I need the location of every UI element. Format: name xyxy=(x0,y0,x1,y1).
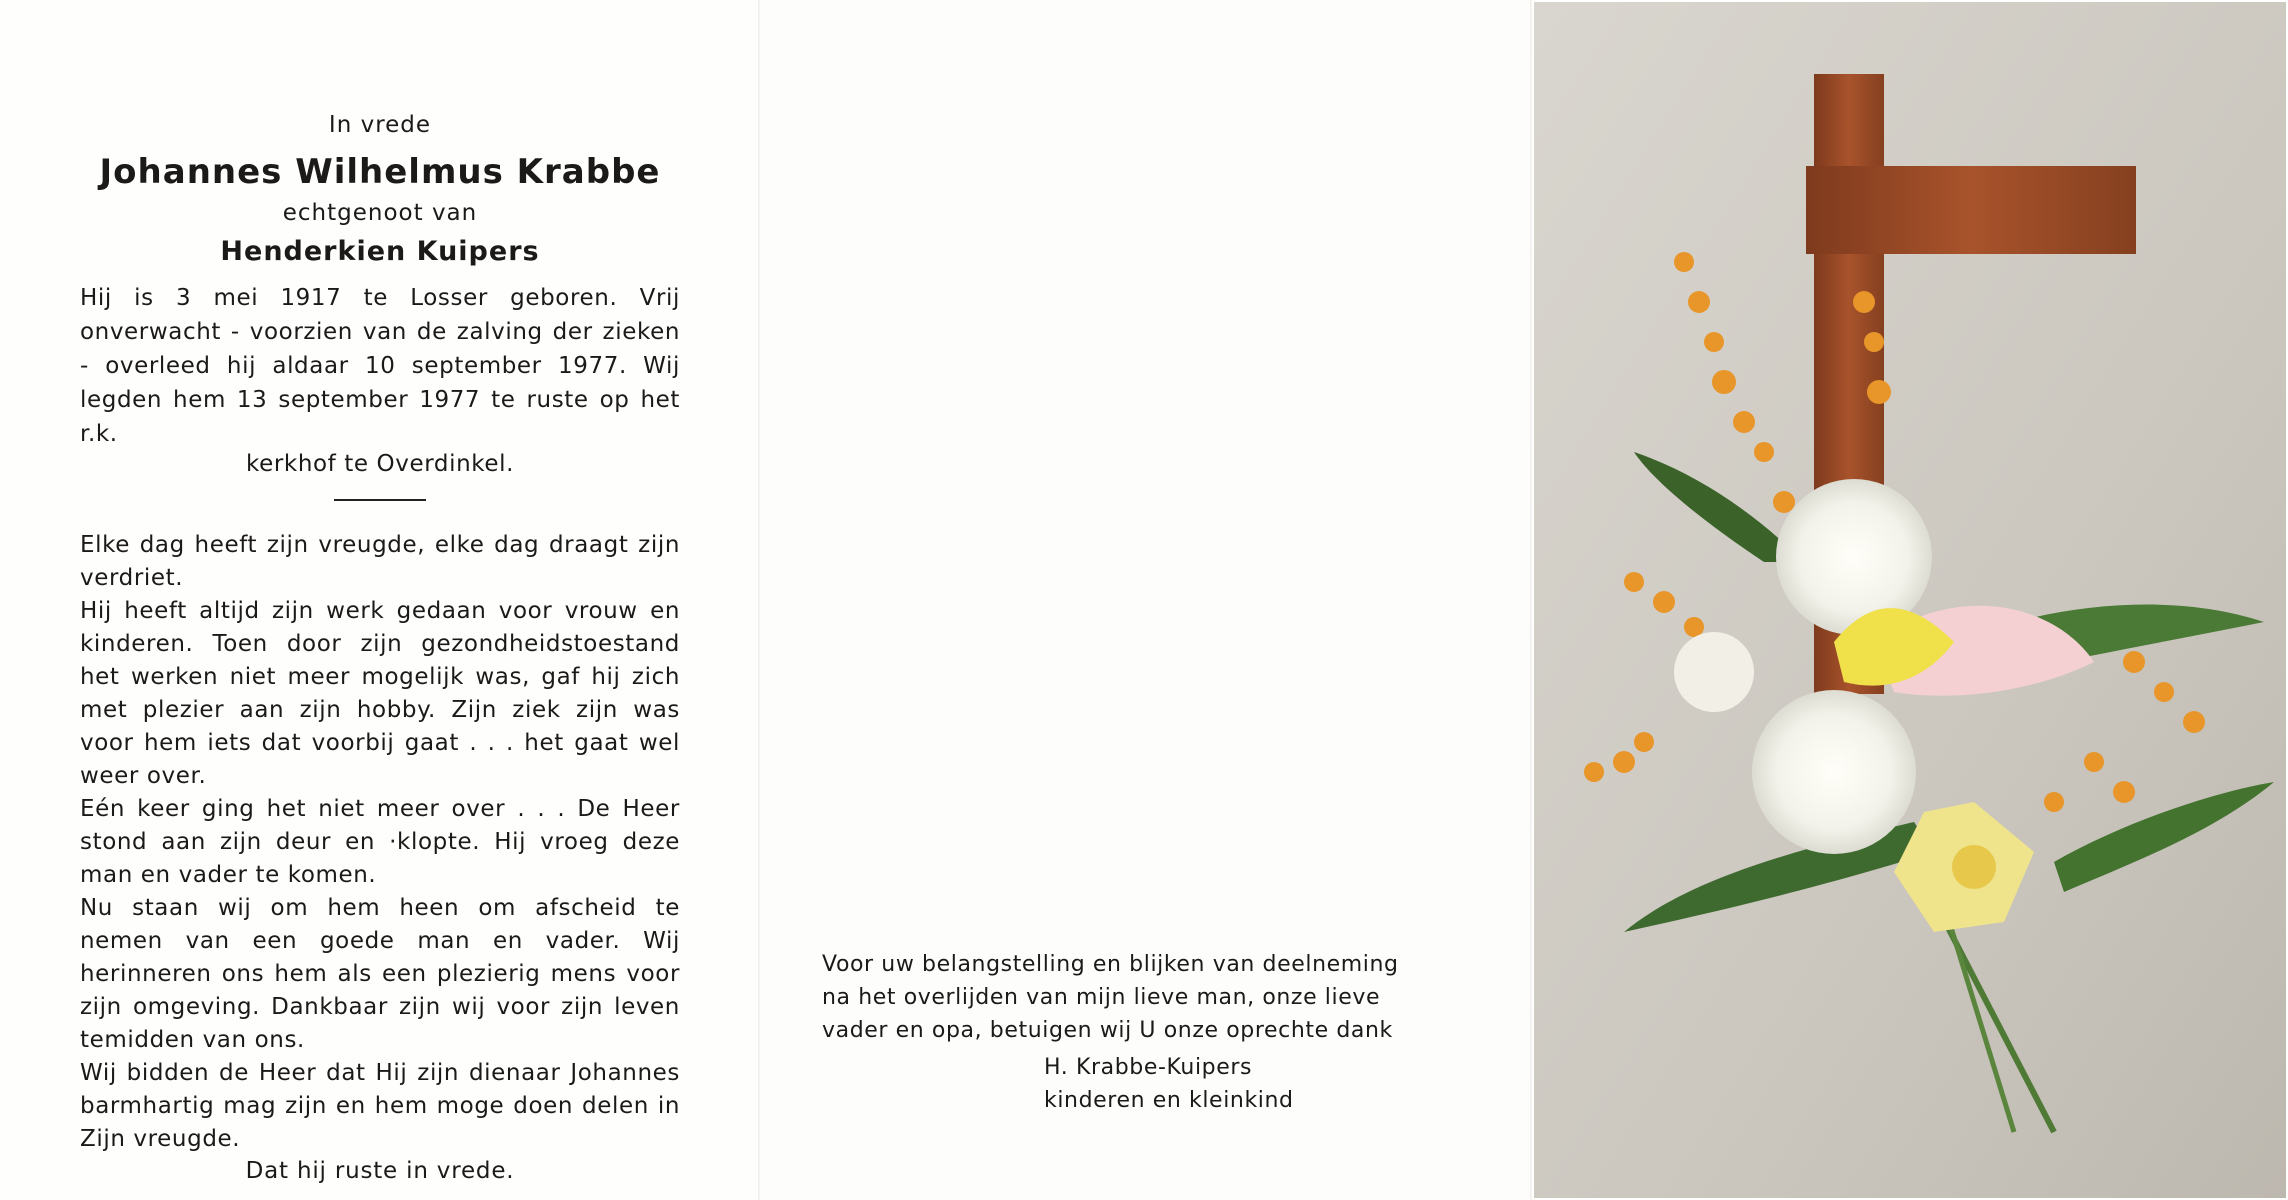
white-flower xyxy=(1674,632,1754,712)
narcissus-center xyxy=(1952,845,1996,889)
spouse-label: echtgenoot van xyxy=(282,200,478,226)
thanks-text xyxy=(822,948,1422,1117)
spouse-name: Henderkien Kuipers xyxy=(220,236,540,267)
memorial-paragraph: Eén keer ging het niet meer over . . . De Heer stond aan zijn deur en ·klopte. Hij vroeg deze man en vader te komen. xyxy=(80,796,680,888)
cross-with-flowers-image xyxy=(1534,2,2286,1198)
bio-paragraph: Hij is 3 mei 1917 te Losser geboren. Vrij onverwacht - voorzien van de zalving der zieken - overleed hij aldaar 10 september 1977. Wij legden hem 13 september 1977 te ruste op het r.k. xyxy=(80,285,680,447)
thanks-line: vader en opa, betuigen wij U onze oprechte dank xyxy=(822,1018,1393,1043)
divider xyxy=(334,499,426,501)
obituary-text xyxy=(80,112,680,1184)
memorial-paragraph: Elke dag heeft zijn vreugde, elke dag draagt zijn verdriet. xyxy=(80,532,680,591)
memorial-paragraph: Nu staan wij om hem heen om afscheid te nemen van een goede man en vader. Wij herinneren ons hem als een plezierig mens voor zijn omgeving. Dankbaar zijn wij voor zijn leven temidden van ons. xyxy=(80,895,680,1053)
memorial-paragraph: Hij heeft altijd zijn werk gedaan voor vrouw en kinderen. Toen door zijn gezondheidstoestand het werken niet meer mogelijk was, gaf hij zich met plezier aan zijn hobby. Zijn ziek zijn was voor hem iets dat voorbij gaat . . . het gaat wel weer over. xyxy=(80,598,680,789)
thanks-line: na het overlijden van mijn lieve man, onze lieve xyxy=(822,985,1381,1010)
white-carnation xyxy=(1752,690,1916,854)
closing-line: Dat hij ruste in vrede. xyxy=(245,1158,515,1184)
bio-last-line: kerkhof te Overdinkel. xyxy=(246,451,514,477)
thanks-line: Voor uw belangstelling en blijken van deelneming xyxy=(822,952,1399,977)
cross-horizontal xyxy=(1806,166,2136,254)
memorial-paragraph: Wij bidden de Heer dat Hij zijn dienaar Johannes barmhartig mag zijn en hem moge doen delen in Zijn vreugde. xyxy=(80,1060,680,1152)
signature-family: kinderen en kleinkind xyxy=(1044,1088,1294,1113)
signature-name: H. Krabbe-Kuipers xyxy=(1044,1055,1253,1080)
left-panel xyxy=(0,0,760,1200)
memorial-text xyxy=(80,529,680,1156)
intro-text: In vrede xyxy=(328,112,432,138)
deceased-name: Johannes Wilhelmus Krabbe xyxy=(99,152,661,192)
